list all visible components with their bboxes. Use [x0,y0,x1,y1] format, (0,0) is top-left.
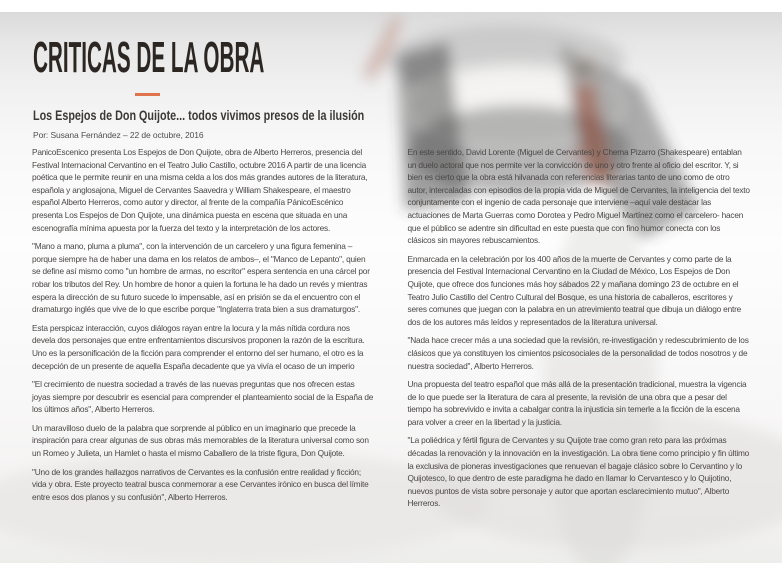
page-title: CRITICAS DE LA OBRA [33,33,265,82]
paragraph: En este sentido, David Lorente (Miguel de Cervantes) y Chema Pizarro (Shakespeare) entablan un duelo actoral que nos permite ver la convicción de uno y otro frente al oficio del escritor. Y, si bien es cierto que la obra está hilvanada con referencias literarias tanto de uno como de otro autor, intercaladas con episodios de la propia vida de Miguel de Cervantes, la inteligencia del texto conjuntamente con el ingenio de cada personaje que interviene –aquí vale destacar las actuaciones de Marta Guerras como Dorotea y Pedro Miguel Martínez como el carcelero- hacen que el público se adentre sin dificultad en este puesta que con fino humor conecta con los clásicos sin mayores rebuscamientos. [407,147,750,246]
article-heading: Los Espejos de Don Quijote... todos vivimos presos de la ilusión [33,107,365,123]
paragraph: Esta perspicaz interacción, cuyos diálogos rayan entre la locura y la más nítida cordura nos devela dos personajes que entre enfrentamientos discursivos proponen la razón de la escritura. Uno es la personificación de la ficción para comprender el entorno del ser humano, el otro es la decepción de un presente de aquella España decadente que ya vivía el ocaso de un imperio [32,322,365,371]
paragraph: "Uno de los grandes hallazgos narrativos de Cervantes es la confusión entre realidad y ficción; vida y obra. Este proyecto teatral busca conmemorar a ese Cervantes irónico en busca del límite entre esos dos planos y su confusión", Alberto Herreros. [32,466,369,502]
paragraph: Una propuesta del teatro español que más allá de la presentación tradicional, muestra la vigencia de lo que puede ser la literatura de cara al presente, la revisión de una obra que a pesar del tiempo ha sobrevivido e invita a cabalgar contra la injusticia sin temerle a la ficción de la escena para volver a creer en la libertad y la justicia. [407,379,747,427]
article-byline: Por: Susana Fernández – 22 de octubre, 2016 [33,130,204,140]
right-column [408,146,751,516]
paragraph: "Mano a mano, pluma a pluma", con la intervención de un carcelero y una figura femenina – porque siempre ha de haber una dama en los relatos de ambos–, el "Manco de Lepanto", quien se define así mismo como "un hombre de armas, no escritor" espera sentencia en una cárcel por robar los tributos del Rey. Un hombre de honor a quien la fortuna le ha dado un revés y mientras espera la dirección de su futuro sucede lo impensable, así en prisión se da el encuentro con el dramaturgo inglés que vive de lo que escribe porque "Inglaterra trata bien a sus dramaturgos". [32,241,370,315]
article-body [32,146,750,516]
paragraph: Un maravilloso duelo de la palabra que sorprende al público en un imaginario que precede la inspiración para crear algunas de sus obras más memorables de la literatura universal como son un Romeo y Julieta, un Hamlet o hasta el mismo Caballero de la triste figura, Don Quijote. [32,422,369,459]
paragraph: PanicoEscenico presenta Los Espejos de Don Quijote, obra de Alberto Herreros, presencia del Festival Internacional Cervantino en el Teatro Julio Castillo, octubre 2016 A partir de una licencia poética que le permite reunir en una misma celda a los dos más grandes autores de la literatura, española y anglosajona, Miguel de Cervantes Saavedra y William Shakespeare, el maestro español Alberto Herreros, como autor y director, al frente de la compañía PánicoEscénico presenta Los Espejos de Don Quijote, una dinámica puesta en escena que situada en una escenografía mínima apuesta por la fuerza del texto y la interpretación de los actores. [32,147,368,233]
paragraph: "El crecimiento de nuestra sociedad a través de las nuevas preguntas que nos ofrecen estas joyas siempre por descubrir es esencial para comprender el planteamiento social de la España de los últimos años", Alberto Herreros. [32,379,374,415]
left-column [32,146,375,516]
paragraph: "La poliédrica y fértil figura de Cervantes y su Quijote trae como gran reto para las próximas décadas la renovación y la innovación en la investigación. La obra tiene como principio y fin último la exclusiva de pioneras investigaciones que renuevan el bagaje clásico sobre lo Cervantino y lo Quijotesco, lo que dentro de este paradigma he dado en llamar lo Cervantesco y lo Quijotino, nuevos puntos de vista sobre personaje y autor que aportan esclarecimiento mutuo", Alberto Herreros. [407,435,750,509]
paragraph: "Nada hace crecer más a una sociedad que la revisión, re-investigación y redescubrimiento de los clásicos que ya constituyen los cimientos psicosociales de la personalidad de todos nosotros y de nuestra sociedad", Alberto Herreros. [407,335,749,371]
title-accent-dash [135,93,160,96]
paragraph: Enmarcada en la celebración por los 400 años de la muerte de Cervantes y como parte de la presencia del Festival Internacional Cervantino en la Ciudad de México, Los Espejos de Don Quijote, que ofrece dos funciones más hoy sábados 22 y mañana domingo 23 de octubre en el Teatro Julio Castillo del Centro Cultural del Bosque, es una historia de caballeros, escritores y seres comunes que juegan con la palabra en un atrevimiento teatral que dibuja un diálogo entre dos de los autores más leídos y representados de la literatura universal. [407,253,742,327]
